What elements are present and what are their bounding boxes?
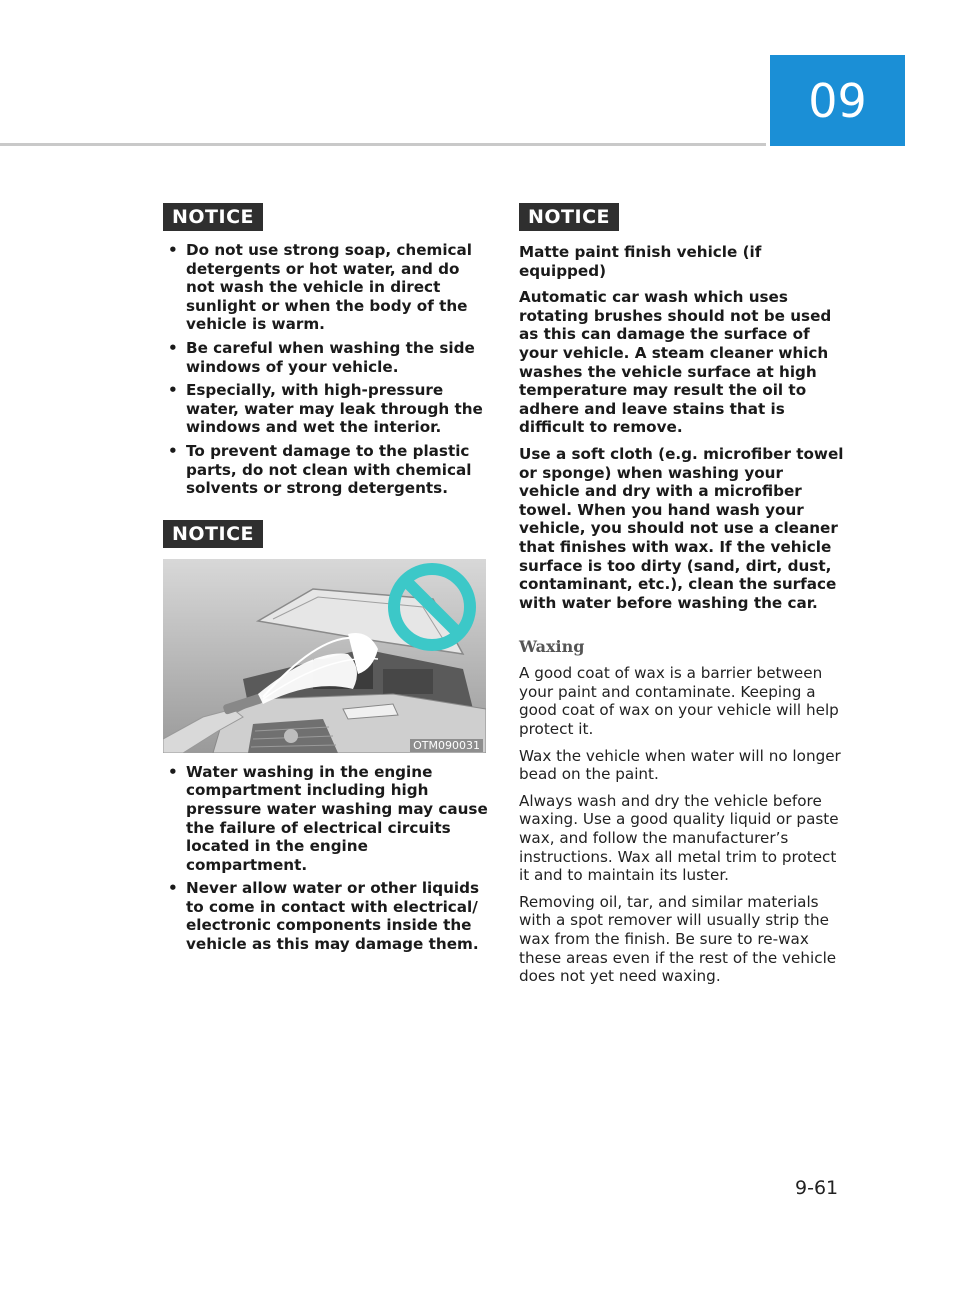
figure-caption: OTM090031 bbox=[410, 739, 483, 752]
body-paragraph: A good coat of wax is a barrier between your paint and contaminate. Keeping a good coat of wax on your vehicle will help protect it. bbox=[519, 664, 839, 739]
bullet-icon: • bbox=[168, 762, 178, 781]
notice-box-matte bbox=[519, 203, 844, 612]
engine-wash-drawing bbox=[163, 559, 486, 753]
body-paragraph: Removing oil, tar, and similar materials with a spot remover will usually strip the wax from the finish. Be sure to re-wax these areas even if the rest of the vehicle does not yet need waxing. bbox=[519, 892, 837, 986]
list-item: • Do not use strong soap, chemical detergents or hot water, and do not wash the vehicle in direct sunlight or when the body of the vehicle is warm. bbox=[168, 241, 473, 334]
list-item: • Never allow water or other liquids to come in contact with electrical/ electronic components inside the vehicle as this may damage them. bbox=[168, 879, 480, 954]
list-item: • Especially, with high-pressure water, water may leak through the windows and wet the interior. bbox=[168, 381, 483, 437]
list-item: • Water washing in the engine compartment including high pressure water washing may cause the failure of electrical circuits located in the engine compartment. bbox=[168, 762, 488, 874]
bullet-icon: • bbox=[168, 381, 178, 400]
right-column bbox=[519, 203, 844, 986]
waxing-section bbox=[519, 637, 844, 986]
notice-subtitle: Matte paint finish vehicle (if equipped) bbox=[519, 243, 762, 280]
section-heading: Waxing bbox=[519, 637, 585, 657]
body-paragraph: Always wash and dry the vehicle before waxing. Use a good quality liquid or paste wax, and follow the manufacturer’s instructions. Wax all metal trim to protect it and to maintain its luster. bbox=[519, 791, 839, 885]
engine-wash-illustration bbox=[163, 559, 486, 753]
chapter-tab bbox=[770, 55, 905, 146]
notice-list bbox=[163, 241, 488, 498]
notice-paragraph: Use a soft cloth (e.g. microfiber towel or sponge) when washing your vehicle and dry with a microfiber towel. When you hand wash your vehicle, you should not use a cleaner that finishes with wax. If the vehicle surface is too dirty (sand, dirt, dust, contaminant, etc.), clean the surface with water before washing the car. bbox=[519, 444, 844, 612]
bullet-icon: • bbox=[168, 879, 178, 898]
header-rule bbox=[0, 143, 766, 146]
notice-badge: NOTICE bbox=[163, 520, 263, 548]
bullet-icon: • bbox=[168, 241, 178, 259]
bullet-icon: • bbox=[168, 441, 178, 460]
body-paragraph: Wax the vehicle when water will no longer bead on the paint. bbox=[519, 746, 841, 784]
left-column bbox=[163, 203, 488, 959]
notice-paragraph: Automatic car wash which uses rotating brushes should not be used as this can damage the surface of your vehicle. A steam cleaner which washes the vehicle surface at high temperature may result the oil to adhere and leave stains that is difficult to remove. bbox=[519, 288, 832, 437]
list-item: • To prevent damage to the plastic parts, do not clean with chemical solvents or strong detergents. bbox=[168, 441, 472, 498]
notice-badge: NOTICE bbox=[163, 203, 263, 231]
chapter-number: 09 bbox=[808, 73, 867, 128]
bullet-icon: • bbox=[168, 338, 178, 357]
notice-box-1 bbox=[163, 203, 488, 498]
notice-box-2 bbox=[163, 520, 488, 954]
notice-list bbox=[163, 763, 488, 954]
notice-badge: NOTICE bbox=[519, 203, 619, 231]
list-item: • Be careful when washing the side windows of your vehicle. bbox=[168, 338, 475, 376]
page-number: 9-61 bbox=[795, 1177, 839, 1199]
